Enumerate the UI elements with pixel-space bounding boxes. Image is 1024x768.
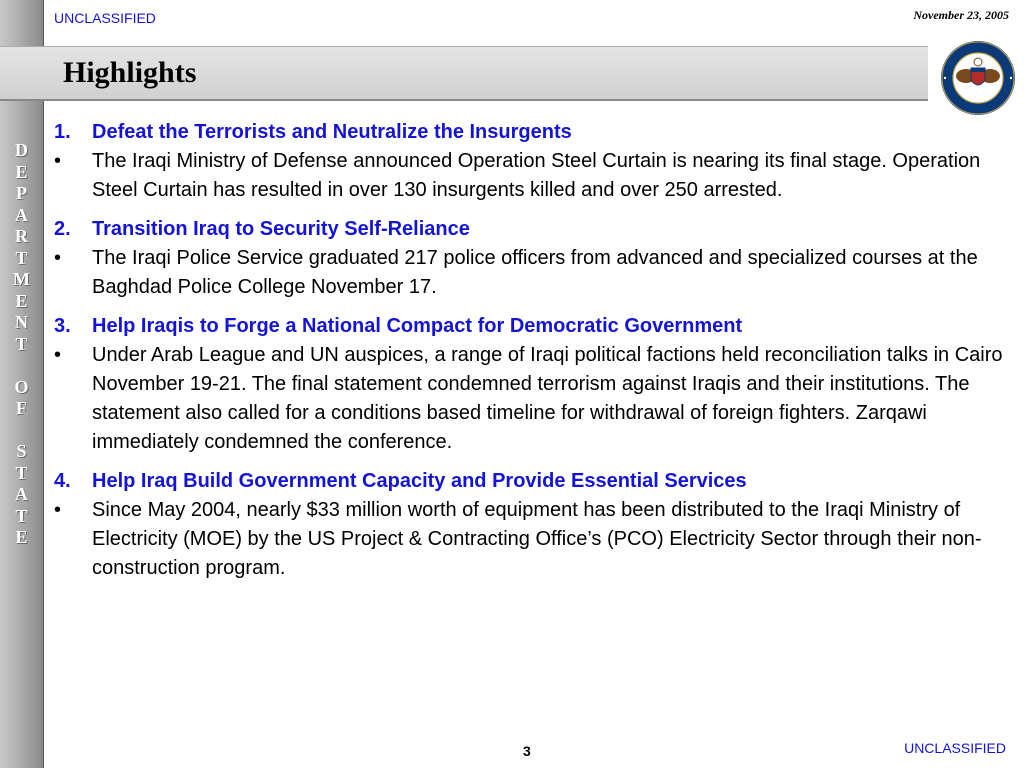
sidebar-letter	[0, 355, 43, 377]
sidebar-vertical-text	[0, 140, 43, 549]
sidebar-letter: D	[15, 140, 28, 160]
sidebar-letter: E	[15, 161, 28, 182]
list-item	[54, 467, 1014, 583]
item-heading	[54, 118, 1014, 147]
item-bullet-text: Under Arab League and UN auspices, a range of Iraqi political factions held reconciliation talks in Cairo November 19-21. The final statement condemned terrorism against Iraqis and their institutions. The statement also called for a conditions based timeline for withdrawal of foreign fighters. Zarqawi immediately condemned the conference.	[92, 344, 1003, 453]
list-item	[54, 118, 1014, 205]
item-number: 4.	[54, 470, 71, 492]
sidebar-letter: T	[15, 505, 28, 526]
sidebar-letter: A	[15, 484, 28, 504]
item-heading	[54, 215, 1014, 244]
highlights-list	[54, 118, 1014, 593]
sidebar-letter: E	[15, 290, 28, 311]
slide-date: November 23, 2005	[913, 8, 1009, 22]
classification-label-top: UNCLASSIFIED	[54, 10, 156, 26]
sidebar-letter: S	[16, 441, 27, 461]
eagle-head	[974, 58, 982, 66]
sidebar-letter: T	[15, 247, 28, 268]
sidebar-letter: T	[15, 462, 28, 483]
sidebar-letter: P	[16, 183, 27, 203]
slide-title: Highlights	[63, 56, 197, 89]
shield-chief	[971, 68, 985, 72]
sidebar-letter: F	[16, 398, 27, 418]
department-of-state-seal-icon	[928, 38, 1024, 118]
item-heading-text: Defeat the Terrorists and Neutralize the Insurgents	[92, 121, 572, 143]
item-bullet	[54, 244, 1014, 302]
item-bullet	[54, 147, 1014, 205]
sidebar-letter: R	[15, 226, 28, 246]
item-bullet	[54, 341, 1014, 457]
item-number: 1.	[54, 121, 71, 143]
item-bullet-text: Since May 2004, nearly $33 million worth of equipment has been distributed to the Iraqi Ministry of Electricity (MOE) by the US Project & Contracting Office’s (PCO) Electricity Sector through their non-construction program.	[92, 499, 982, 579]
sidebar-letter	[0, 420, 43, 442]
item-number: 3.	[54, 315, 71, 337]
bullet-icon: •	[54, 344, 62, 366]
item-bullet-text: The Iraqi Police Service graduated 217 police officers from advanced and specialized courses at the Baghdad Police College November 17.	[92, 247, 978, 298]
sidebar-letter: T	[15, 333, 28, 354]
sidebar-letter: O	[14, 376, 29, 397]
item-heading-text: Help Iraqis to Forge a National Compact for Democratic Government	[92, 315, 743, 337]
seal-dot	[944, 77, 946, 79]
item-heading	[54, 312, 1014, 341]
seal-dot	[1010, 77, 1012, 79]
item-heading-text: Transition Iraq to Security Self-Reliance	[92, 218, 470, 240]
page-number: 3	[523, 743, 531, 759]
sidebar-letter: A	[15, 204, 28, 225]
sidebar-letter: M	[13, 269, 30, 289]
classification-label-bottom: UNCLASSIFIED	[904, 740, 1006, 756]
bullet-icon: •	[54, 150, 62, 172]
list-item	[54, 215, 1014, 302]
item-heading	[54, 467, 1014, 496]
item-bullet-text: The Iraqi Ministry of Defense announced Operation Steel Curtain is nearing its final stage. Operation Steel Curtain has resulted in over 130 insurgents killed and over 250 arrested.	[92, 150, 981, 201]
item-heading-text: Help Iraq Build Government Capacity and Provide Essential Services	[92, 470, 747, 492]
list-item	[54, 312, 1014, 457]
item-bullet	[54, 496, 1014, 583]
item-number: 2.	[54, 218, 71, 240]
bullet-icon: •	[54, 499, 62, 521]
sidebar-letter: E	[15, 527, 28, 547]
sidebar-letter: N	[15, 312, 28, 332]
bullet-icon: •	[54, 247, 62, 269]
department-of-state-sidebar	[0, 0, 44, 768]
